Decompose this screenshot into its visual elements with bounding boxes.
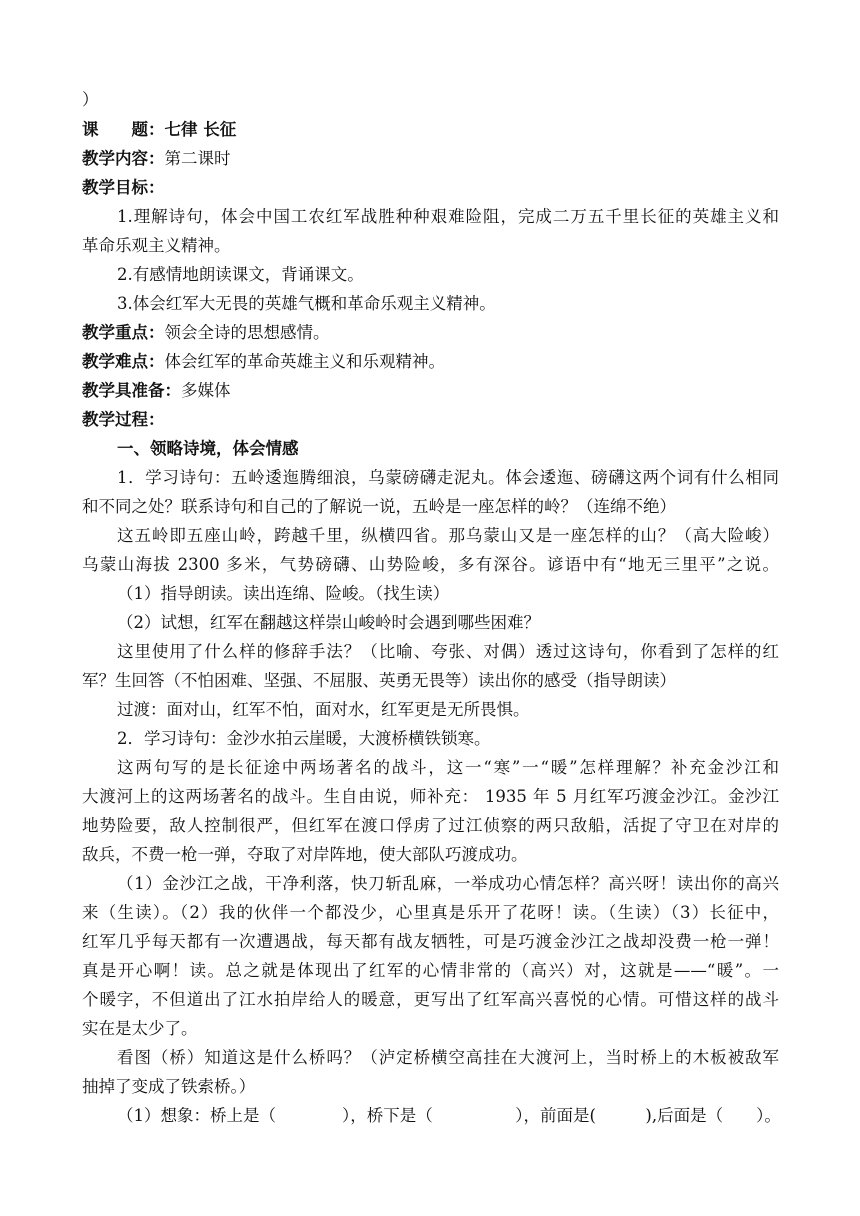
teaching-key: [82, 322, 330, 344]
para-8-line-3: 地势险要，敌人控制很严，但红军在渡口俘虏了过江侦察的两只敌船，活捉了守卫在对岸的: [82, 816, 779, 835]
title-label: 课 题：: [82, 120, 165, 139]
goal-1-line-2: 革命乐观主义精神。: [82, 236, 231, 255]
stray-paren: ）: [82, 90, 99, 109]
para-7: 2．学习诗句：金沙水拍云崖暖，大渡桥横铁锁寒。: [117, 729, 491, 748]
prep-label: 教学具准备：: [82, 381, 181, 400]
goals-label: 教学目标：: [82, 178, 165, 197]
para-9-line-1: （1）金沙江之战，干净利落，快刀斩乱麻，一举成功心情怎样？高兴呀！读出你的高兴: [117, 874, 779, 893]
para-9-line-6: 实在是太少了。: [82, 1019, 198, 1038]
prep-value: 多媒体: [181, 381, 231, 400]
key-value: 领会全诗的思想感情。: [164, 323, 330, 342]
section-1-heading: 一、领略诗境，体会情感: [117, 439, 299, 458]
para-10-line-1: 看图（桥）知道这是什么桥吗？（泸定桥横空高挂在大渡河上，当时桥上的木板被敌军: [117, 1048, 779, 1067]
goal-3: 3.体会红军大无畏的英雄气概和革命乐观主义精神。: [117, 294, 496, 313]
para-9-line-5: 个暖字，不但道出了江水拍岸给人的暖意，更写出了红军高兴喜悦的心情。可惜这样的战斗: [82, 990, 779, 1009]
para-8-line-2: 大渡河上的这两场著名的战斗。生自由说，师补充： 1935 年 5 月红军巧渡金沙江。金沙江: [82, 787, 779, 806]
para-3: （1）指导朗读。读出连绵、险峻。（找生读）: [117, 584, 450, 603]
para-9-line-4: 真是开心啊！读。总之就是体现出了红军的心情非常的（高兴）对，这就是——“暖”。一: [82, 961, 779, 980]
difficulty-value: 体会红军的革命英雄主义和乐观精神。: [164, 352, 445, 371]
goal-1-line-1: 1.理解诗句，体会中国工农红军战胜种种艰难险阻，完成二万五千里长征的英雄主义和: [117, 207, 779, 226]
content-label: 教学内容：: [82, 149, 165, 168]
para-9-line-2: 来（生读）。（2）我的伙伴一个都没少，心里真是乐开了花呀！读。（生读）（3）长征中，: [82, 903, 779, 922]
para-5-line-1: 这里使用了什么样的修辞手法？（比喻、夸张、对偶）透过这诗句，你看到了怎样的红: [117, 642, 779, 661]
para-10-line-2: 抽掉了变成了铁索桥。）: [82, 1077, 256, 1096]
para-6: 过渡：面对山，红军不怕，面对水，红军更是无所畏惧。: [117, 700, 530, 719]
difficulty-label: 教学难点：: [82, 352, 165, 371]
key-label: 教学重点：: [82, 323, 165, 342]
teaching-prep: [82, 380, 231, 402]
lesson-title: [82, 119, 236, 141]
para-4: （2）试想，红军在翻越这样崇山峻岭时会遇到哪些困难？: [117, 613, 540, 632]
para-11: （1）想象：桥上是（ ），桥下是（ ），前面是( ),后面是（ ）。: [117, 1106, 781, 1125]
teaching-content: [82, 148, 231, 170]
goal-2: 2.有感情地朗读课文，背诵课文。: [117, 265, 364, 284]
content-value: 第二课时: [164, 149, 231, 168]
para-9-line-3: 红军几乎每天都有一次遭遇战，每天都有战友牺牲，可是巧渡金沙江之战却没费一枪一弹！: [82, 932, 779, 951]
para-1-line-2: 和不同之处？联系诗句和自己的了解说一说，五岭是一座怎样的岭？（连绵不绝）: [82, 497, 676, 516]
teaching-difficulty: [82, 351, 445, 373]
para-8-line-4: 敌兵，不费一枪一弹，夺取了对岸阵地，使大部队巧渡成功。: [82, 845, 528, 864]
title-value: 七律 长征: [164, 120, 237, 139]
para-2-line-2: 乌蒙山海拔 2300 多米，气势磅礴、山势险峻，多有深谷。谚语中有“地无三里平”之说。: [82, 555, 779, 574]
process-label: 教学过程：: [82, 410, 165, 429]
para-5-line-2: 军？生回答（不怕困难、坚强、不屈服、英勇无畏等）读出你的感受（指导朗读）: [82, 671, 676, 690]
para-2-line-1: 这五岭即五座山岭，跨越千里，纵横四省。那乌蒙山又是一座怎样的山？（高大险峻）: [117, 526, 779, 545]
para-8-line-1: 这两句写的是长征途中两场著名的战斗，这一“寒”一“暖”怎样理解？补充金沙江和: [117, 758, 779, 777]
para-1-line-1: 1．学习诗句：五岭逶迤腾细浪，乌蒙磅礴走泥丸。体会逶迤、磅礴这两个词有什么相同: [117, 468, 779, 487]
